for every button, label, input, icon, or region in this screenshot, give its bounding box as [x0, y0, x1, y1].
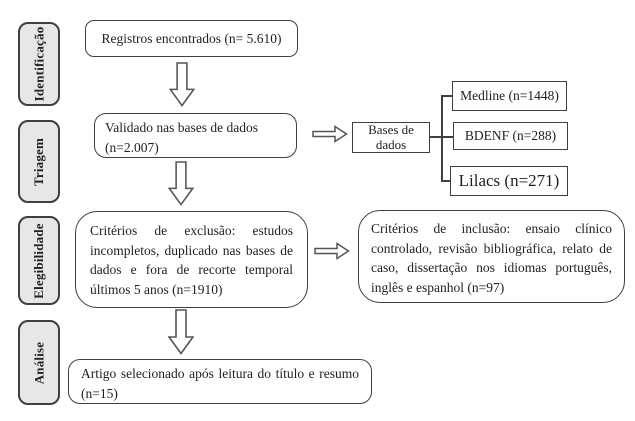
database-medline-box	[452, 81, 567, 111]
stage-label-triagem	[18, 120, 60, 203]
connector-stub-lilacs	[441, 180, 450, 182]
down-arrow-icon	[169, 62, 195, 107]
databases-box	[352, 122, 430, 153]
stage-label-text: Análise	[31, 341, 47, 384]
down-arrow-icon	[168, 309, 194, 355]
stage-label-elegibilidade	[18, 216, 60, 305]
validated-box	[94, 113, 297, 158]
right-arrow-icon	[314, 242, 350, 260]
stage-label-text: Elegibilidade	[31, 222, 46, 299]
records-found-box	[85, 20, 298, 57]
database-lilacs-text: Lilacs (n=271)	[458, 170, 560, 190]
connector-line-vertical	[441, 95, 443, 182]
database-bdenf-text: BDENF (n=288)	[464, 128, 557, 144]
stage-label-text: Identificação	[31, 26, 46, 102]
stage-label-identificacao	[18, 22, 60, 106]
right-arrow-icon	[312, 125, 348, 143]
selected-article-box	[68, 359, 372, 404]
exclusion-criteria-box	[75, 211, 308, 308]
database-bdenf-box	[453, 122, 568, 150]
validated-text: Validado nas bases de dados (n=2.007)	[105, 120, 258, 155]
database-lilacs-box	[450, 166, 568, 196]
inclusion-criteria-box	[358, 210, 625, 303]
records-found-text: Registros encontrados (n= 5.610)	[101, 30, 282, 46]
exclusion-criteria-text: Critérios de exclusão: estudos incompletos, duplicado nas bases de dados e fora de recorte temporal últimos 5 anos (n=1910)	[90, 223, 293, 297]
connector-stub-medline	[441, 95, 452, 97]
selected-article-text: Artigo selecionado após leitura do título e resumo (n=15)	[81, 366, 359, 401]
databases-text: Bases de dados	[368, 121, 414, 152]
stage-label-analise	[18, 320, 60, 405]
stage-label-text: Triagem	[31, 137, 46, 186]
down-arrow-icon	[168, 161, 194, 206]
inclusion-criteria-text: Critérios de inclusão: ensaio clínico controlado, revisão bibliográfica, relato de caso, dissertação nos idiomas português, inglês e espanhol (n=97)	[371, 221, 612, 295]
database-medline-text: Medline (n=1448)	[460, 88, 559, 104]
